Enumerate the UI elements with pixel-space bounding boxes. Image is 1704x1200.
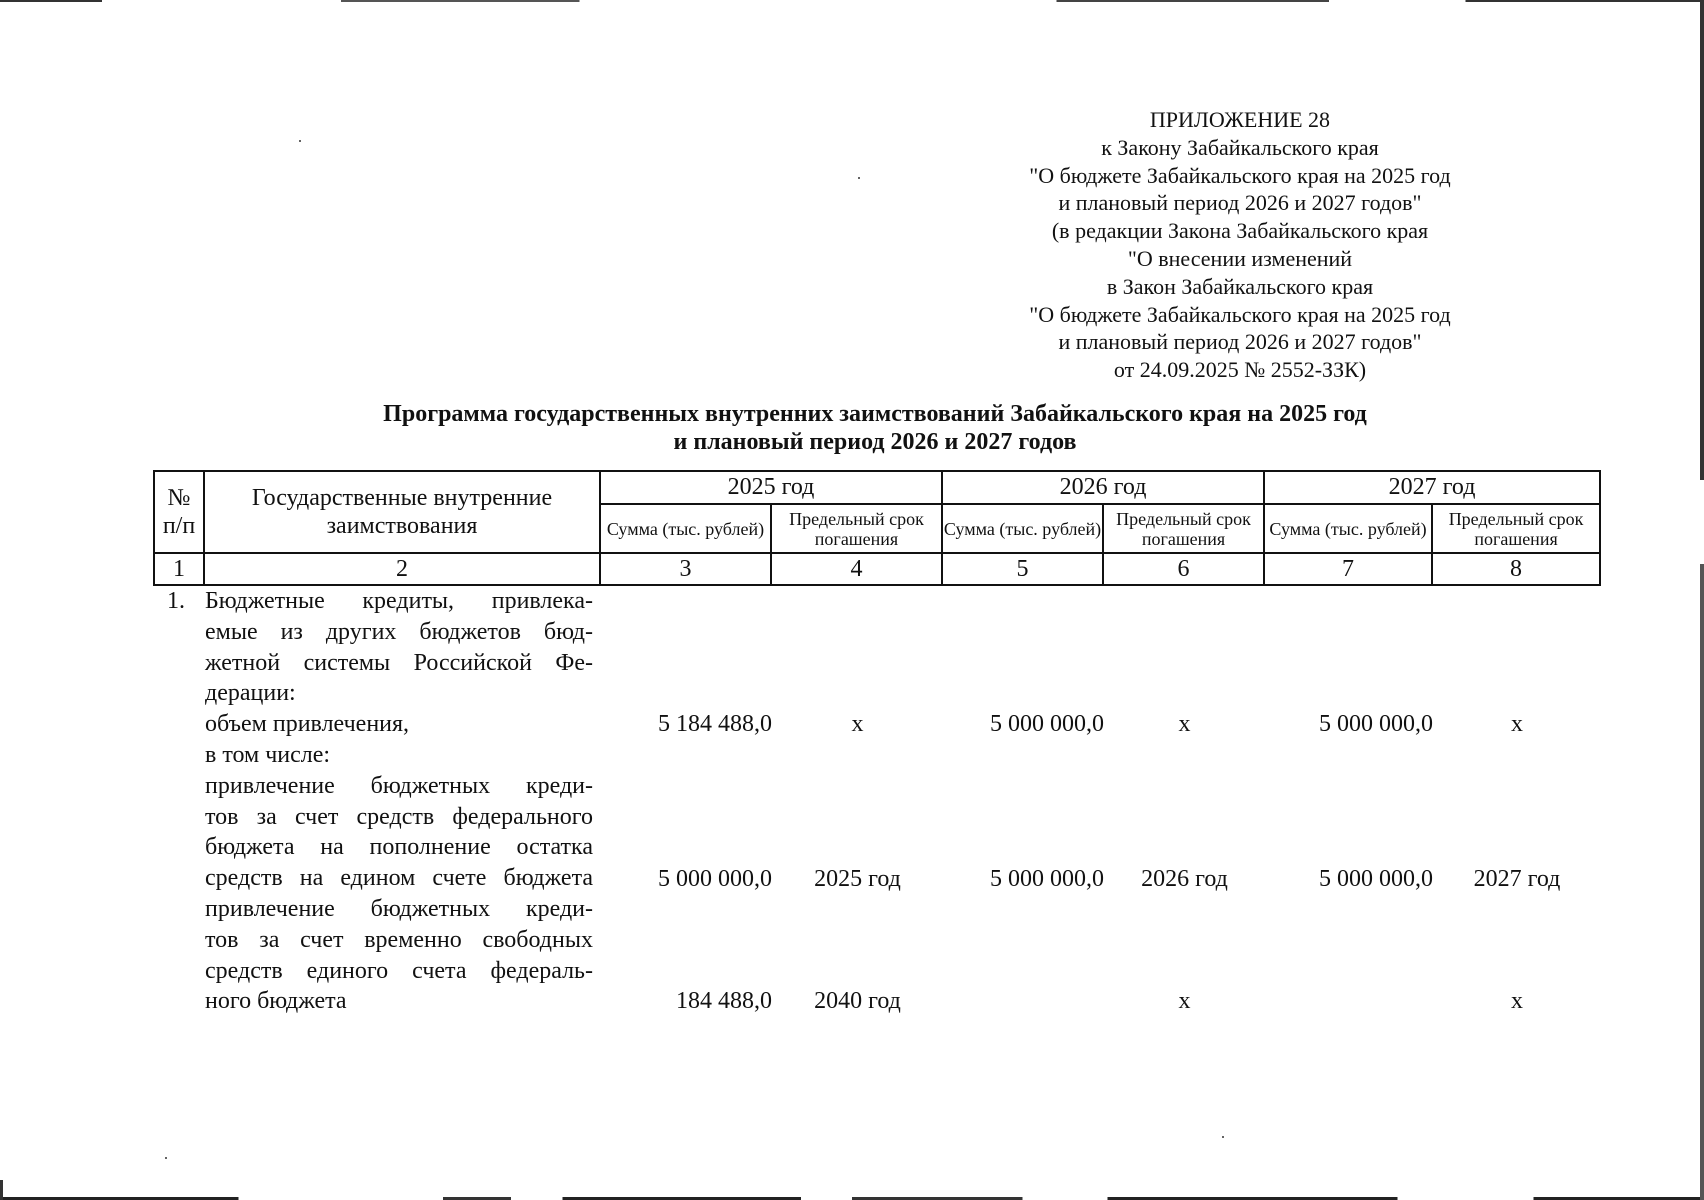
- column-number: 1: [154, 553, 204, 585]
- free-funds-term-2026: х: [1178, 988, 1191, 1014]
- column-number: 7: [1264, 553, 1432, 585]
- appendix-line: "О бюджете Забайкальского края на 2025 год: [1029, 162, 1451, 188]
- header-year-2025: 2025 год: [600, 471, 942, 504]
- free-funds-credit-line: тов за счет временно свободных: [205, 926, 593, 953]
- section-number: 1.: [167, 588, 185, 614]
- header-sum-2025: Сумма (тыс. рублей): [600, 504, 771, 553]
- scan-edge-right: [1700, 0, 1704, 1200]
- scan-speck: [1222, 1136, 1224, 1138]
- appendix-line: в Закон Забайкальского края: [1106, 273, 1374, 299]
- scan-speck: [299, 140, 301, 142]
- volume-term-2027: х: [1511, 711, 1523, 737]
- scan-speck: [858, 177, 860, 179]
- borrowings-table-header: [153, 470, 1601, 586]
- federal-credit-line: средств на едином счете бюджета: [205, 865, 593, 892]
- federal-credit-term-2027: 2027 год: [1473, 866, 1561, 892]
- section-title-line: емые из других бюджетов бюд-: [205, 618, 593, 645]
- appendix-line: и плановый период 2026 и 2027 годов": [1058, 329, 1422, 355]
- free-funds-credit-line: ного бюджета: [205, 988, 347, 1015]
- appendix-line: "О внесении изменений: [1127, 245, 1353, 271]
- title-line-2: и плановый период 2026 и 2027 годов: [673, 429, 1077, 455]
- federal-credit-sum-2027: 5 000 000,0: [1319, 866, 1433, 892]
- header-term-2027: Предельный срок погашения: [1432, 504, 1600, 553]
- appendix-line: и плановый период 2026 и 2027 годов": [1058, 190, 1422, 216]
- appendix-line: "О бюджете Забайкальского края на 2025 год: [1029, 301, 1451, 327]
- header-sum-2026: Сумма (тыс. рублей): [942, 504, 1103, 553]
- federal-credit-sum-2026: 5 000 000,0: [990, 866, 1104, 892]
- volume-term-2026: х: [1178, 711, 1191, 737]
- header-term-2025: Предельный срок погашения: [771, 504, 942, 553]
- free-funds-credit-line: средств единого счета федераль-: [205, 957, 593, 984]
- volume-sum-2026: 5 000 000,0: [990, 711, 1104, 737]
- appendix-line: ПРИЛОЖЕНИЕ 28: [1149, 107, 1331, 132]
- federal-credit-term-2026: 2026 год: [1141, 866, 1228, 892]
- title-line-1: Программа государственных внутренних заимствований Забайкальского края на 2025 год: [383, 401, 1367, 427]
- including-label: в том числе:: [205, 741, 331, 768]
- appendix-line: к Закону Забайкальского края: [1101, 134, 1379, 160]
- scan-speck: [165, 1157, 167, 1159]
- column-number: 8: [1432, 553, 1600, 585]
- header-col-number: № п/п: [154, 471, 204, 553]
- column-number: 3: [600, 553, 771, 585]
- federal-credit-line: привлечение бюджетных креди-: [205, 772, 593, 799]
- federal-credit-term-2025: 2025 год: [814, 866, 901, 892]
- section-title-line: Бюджетные кредиты, привлека-: [205, 588, 593, 614]
- appendix-header: [980, 106, 1500, 384]
- free-funds-sum-2025: 184 488,0: [676, 988, 772, 1014]
- federal-credit-sum-2025: 5 000 000,0: [658, 866, 772, 892]
- scan-edge-top: [0, 0, 1704, 2]
- free-funds-term-2027: х: [1511, 988, 1523, 1014]
- volume-term-2025: х: [851, 711, 864, 737]
- federal-credit-line: бюджета на пополнение остатка: [205, 834, 593, 861]
- document-title: [160, 400, 1590, 456]
- header-year-2026: 2026 год: [942, 471, 1264, 504]
- header-year-2027: 2027 год: [1264, 471, 1600, 504]
- free-funds-credit-line: привлечение бюджетных креди-: [205, 895, 593, 922]
- federal-credit-line: тов за счет средств федерального: [205, 803, 593, 830]
- appendix-line: от 24.09.2025 № 2552-ЗЗК): [1113, 357, 1367, 383]
- column-number: 6: [1103, 553, 1264, 585]
- volume-label: объем привлечения,: [205, 711, 410, 738]
- section-title: [205, 586, 593, 1017]
- volume-sum-2025: 5 184 488,0: [658, 711, 772, 737]
- header-term-2026: Предельный срок погашения: [1103, 504, 1264, 553]
- header-sum-2027: Сумма (тыс. рублей): [1264, 504, 1432, 553]
- appendix-line: (в редакции Закона Забайкальского края: [1051, 218, 1429, 244]
- section-title-line: жетной системы Российской Фе-: [205, 649, 593, 676]
- column-number: 2: [204, 553, 600, 585]
- scan-edge-left: [0, 1180, 3, 1200]
- column-number: 5: [942, 553, 1103, 585]
- section-title-line: дерации:: [205, 680, 296, 707]
- free-funds-term-2025: 2040 год: [814, 988, 901, 1014]
- header-col-name: Государственные внутренние заимствования: [204, 471, 600, 553]
- volume-sum-2027: 5 000 000,0: [1319, 711, 1433, 737]
- column-number: 4: [771, 553, 942, 585]
